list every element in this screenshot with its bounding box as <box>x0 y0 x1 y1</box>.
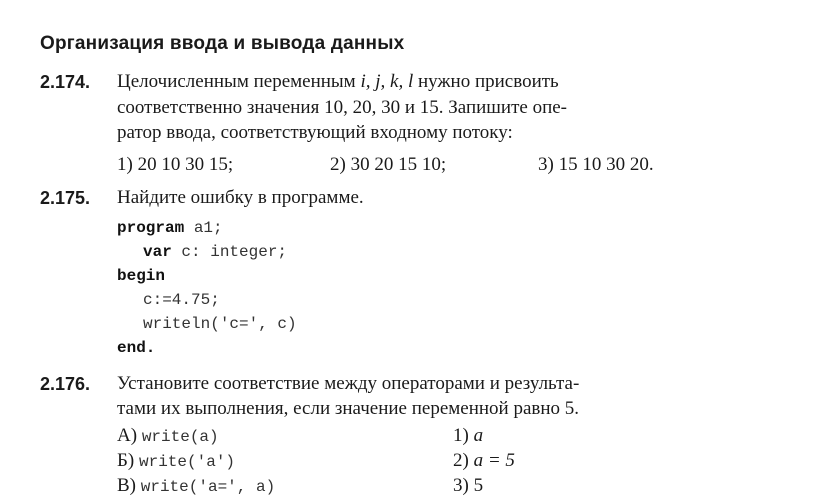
code-line-program <box>117 219 223 237</box>
problem-2-175-text: Найдите ошибку в программе. <box>117 187 364 208</box>
code-line-begin <box>117 267 165 285</box>
problem-2-174-text-b: нужно присвоить <box>413 71 559 92</box>
match-left-c-code: write('a=', a) <box>140 478 276 496</box>
code-line-writeln: writeln('c=', c) <box>143 315 297 333</box>
match-left-c-label: В) <box>117 475 136 496</box>
code-line-var <box>143 243 287 261</box>
match-left-b <box>117 450 235 472</box>
keyword-var: var <box>143 243 172 261</box>
program-name: a1; <box>184 219 223 237</box>
match-left-c <box>117 475 275 497</box>
match-right-3-value: 5 <box>473 475 484 496</box>
problem-number-2-175: 2.175. <box>40 188 91 208</box>
problem-2-174-line-3: ратор ввода, соответствующий входному потоку: <box>117 122 513 143</box>
keyword-end: end. <box>117 339 156 357</box>
match-left-b-label: Б) <box>117 450 135 471</box>
section-heading: Организация ввода и вывода данных <box>40 33 405 54</box>
code-line-end <box>117 339 155 357</box>
problem-2-174-line-2: соответственно значения 10, 20, 30 и 15. Запишите опе- <box>117 97 568 118</box>
problem-2-174-line-1 <box>117 71 559 93</box>
match-left-a-code: write(a) <box>141 428 219 446</box>
variable-list: i, j, k, l <box>360 71 414 92</box>
match-right-1-label: 1) <box>453 425 469 446</box>
problem-2-174-text-a: Целочисленным переменным <box>117 71 361 92</box>
answer-option-3: 3) 15 10 30 20. <box>538 154 654 175</box>
problem-2-176-line-1: Установите соответствие между операторами и результа- <box>117 373 580 394</box>
answer-option-1: 1) 20 10 30 15; <box>117 154 234 175</box>
match-right-1 <box>453 425 483 447</box>
match-right-2 <box>453 450 515 472</box>
problem-2-176-line-2: тами их выполнения, если значение переменной равно 5. <box>117 398 580 419</box>
problem-number-2-176: 2.176. <box>40 374 91 394</box>
match-right-3-label: 3) <box>453 475 469 496</box>
match-left-b-code: write('a') <box>139 453 236 471</box>
match-right-2-value: a = 5 <box>473 450 515 471</box>
answer-option-2: 2) 30 20 15 10; <box>330 154 447 175</box>
match-right-1-value: a <box>473 425 484 446</box>
var-declaration: c: integer; <box>171 243 288 261</box>
match-right-3 <box>453 475 483 497</box>
match-left-a <box>117 425 219 447</box>
keyword-program: program <box>117 219 185 237</box>
match-left-a-label: А) <box>117 425 138 446</box>
keyword-begin: begin <box>117 267 166 285</box>
code-line-assign: c:=4.75; <box>143 291 220 309</box>
match-right-2-label: 2) <box>453 450 469 471</box>
problem-number-2-174: 2.174. <box>40 72 91 92</box>
